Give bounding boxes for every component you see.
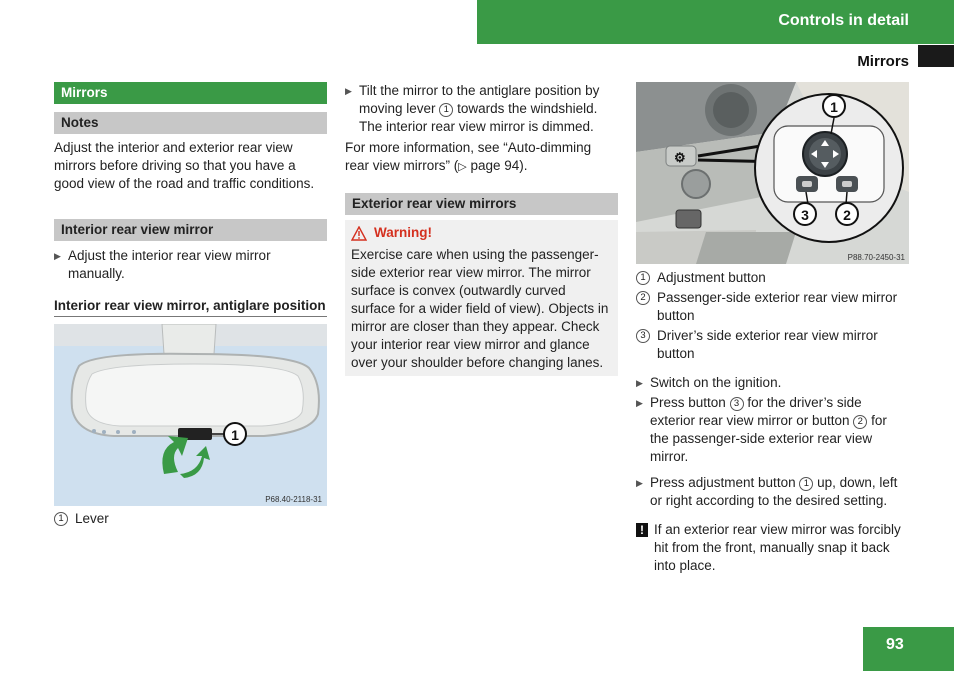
step-press-button xyxy=(636,394,909,466)
legend-text: Lever xyxy=(75,511,109,526)
button-legend xyxy=(636,269,909,363)
bullet-arrow-icon: ▶ xyxy=(636,478,643,488)
warning-box xyxy=(345,220,618,376)
figure-callout: 1 xyxy=(231,427,239,443)
step2-b: for the driver’s side exterior rear view mirror or button xyxy=(650,395,862,428)
notes-heading: Notes xyxy=(54,112,327,134)
bullet-arrow-icon: ▶ xyxy=(636,378,643,388)
step-ignition xyxy=(636,374,909,392)
tilt-number: 1 xyxy=(439,103,453,117)
section-tab-marker xyxy=(918,45,954,67)
interior-bullet xyxy=(54,247,327,283)
legend-number: 3 xyxy=(636,329,650,343)
antiglare-heading: Interior rear view mirror, antiglare position xyxy=(54,297,327,317)
section-label: Mirrors xyxy=(857,53,909,70)
figure-code: P88.70-2450-31 xyxy=(847,253,905,262)
step-press-text xyxy=(650,394,909,466)
column-middle xyxy=(345,82,618,376)
step3-number: 1 xyxy=(799,477,813,491)
svg-text:⚙: ⚙ xyxy=(674,150,686,165)
column-left xyxy=(54,82,327,528)
step2-number-2: 2 xyxy=(853,415,867,429)
step3-a: Press adjustment button xyxy=(650,475,796,490)
step2-number-1: 3 xyxy=(730,397,744,411)
warning-text: Exercise care when using the passenger-side exterior rear view mirror. The mirror surface is convex (outwardly curved surface for a wider field of view). Objects in mirror are closer than they appear. Check your interior rear view mirror and glance over your shoulder before changing lanes. xyxy=(351,247,609,370)
legend-text: Adjustment button xyxy=(657,270,766,285)
step-ignition-text: Switch on the ignition. xyxy=(650,375,782,390)
tilt-text-a: Tilt the mirror to the antiglare position by moving lever xyxy=(359,83,600,116)
callout-driver: 3 xyxy=(801,207,809,223)
legend-number: 1 xyxy=(636,271,650,285)
warning-triangle-icon xyxy=(351,226,367,241)
caution-exclamation-icon: ! xyxy=(636,523,648,537)
tilt-text-b: towards the windshield. The interior rear view mirror is dimmed. xyxy=(359,101,598,134)
step-adjust-text xyxy=(650,474,909,510)
page-number: 93 xyxy=(863,627,954,671)
legend-item xyxy=(636,289,909,325)
step2-a: Press button xyxy=(650,395,726,410)
bullet-arrow-icon: ▶ xyxy=(345,86,352,96)
mirror-switch-illustration xyxy=(636,82,909,264)
legend-number: 1 xyxy=(54,512,68,526)
legend-text: Passenger-side exterior rear view mirror button xyxy=(657,290,898,323)
bullet-arrow-icon: ▶ xyxy=(54,251,61,261)
step2-c: for the passenger-side exterior rear view mirror. xyxy=(650,413,887,464)
interior-mirror-heading: Interior rear view mirror xyxy=(54,219,327,241)
chapter-header xyxy=(477,0,954,44)
callout-adjustment: 1 xyxy=(830,99,838,115)
legend-text: Driver’s side exterior rear view mirror button xyxy=(657,328,878,361)
more-info-paragraph xyxy=(345,139,618,176)
step-adjust xyxy=(636,474,909,510)
warning-title-text: Warning! xyxy=(374,225,432,240)
caution-note xyxy=(636,521,909,575)
caution-text: If an exterior rear view mirror was forcibly hit from the front, manually snap it back into place. xyxy=(654,522,901,573)
chapter-title: Controls in detail xyxy=(778,12,909,29)
legend-item xyxy=(636,327,909,363)
notes-paragraph: Adjust the interior and exterior rear view mirrors before driving so that you have a good view of the road and traffic conditions. xyxy=(54,140,315,191)
legend-item xyxy=(636,269,909,287)
more-info-b: page 94). xyxy=(466,158,528,173)
bullet-arrow-icon: ▶ xyxy=(636,398,643,408)
exterior-mirrors-heading: Exterior rear view mirrors xyxy=(345,193,618,215)
tilt-bullet xyxy=(345,82,618,136)
tilt-text xyxy=(359,82,618,136)
interior-mirror-figure xyxy=(54,324,327,506)
callout-passenger: 2 xyxy=(843,207,851,223)
mirrors-heading: Mirrors xyxy=(54,82,327,104)
column-right xyxy=(636,82,909,575)
figure-code: P68.40-2118-31 xyxy=(265,495,322,504)
interior-bullet-text: Adjust the interior rear view mirror manually. xyxy=(68,248,271,281)
step3-b: up, down, left or right according to the desired setting. xyxy=(650,475,898,508)
warning-title xyxy=(351,224,612,242)
legend-number: 2 xyxy=(636,291,650,305)
mirror-switch-figure xyxy=(636,82,909,264)
lever-legend xyxy=(54,510,327,528)
page-ref-arrow-icon: ▷ xyxy=(458,161,467,173)
interior-mirror-illustration xyxy=(54,324,327,506)
more-info-a: For more information, see “Auto-dimming rear view mirrors” ( xyxy=(345,140,592,173)
